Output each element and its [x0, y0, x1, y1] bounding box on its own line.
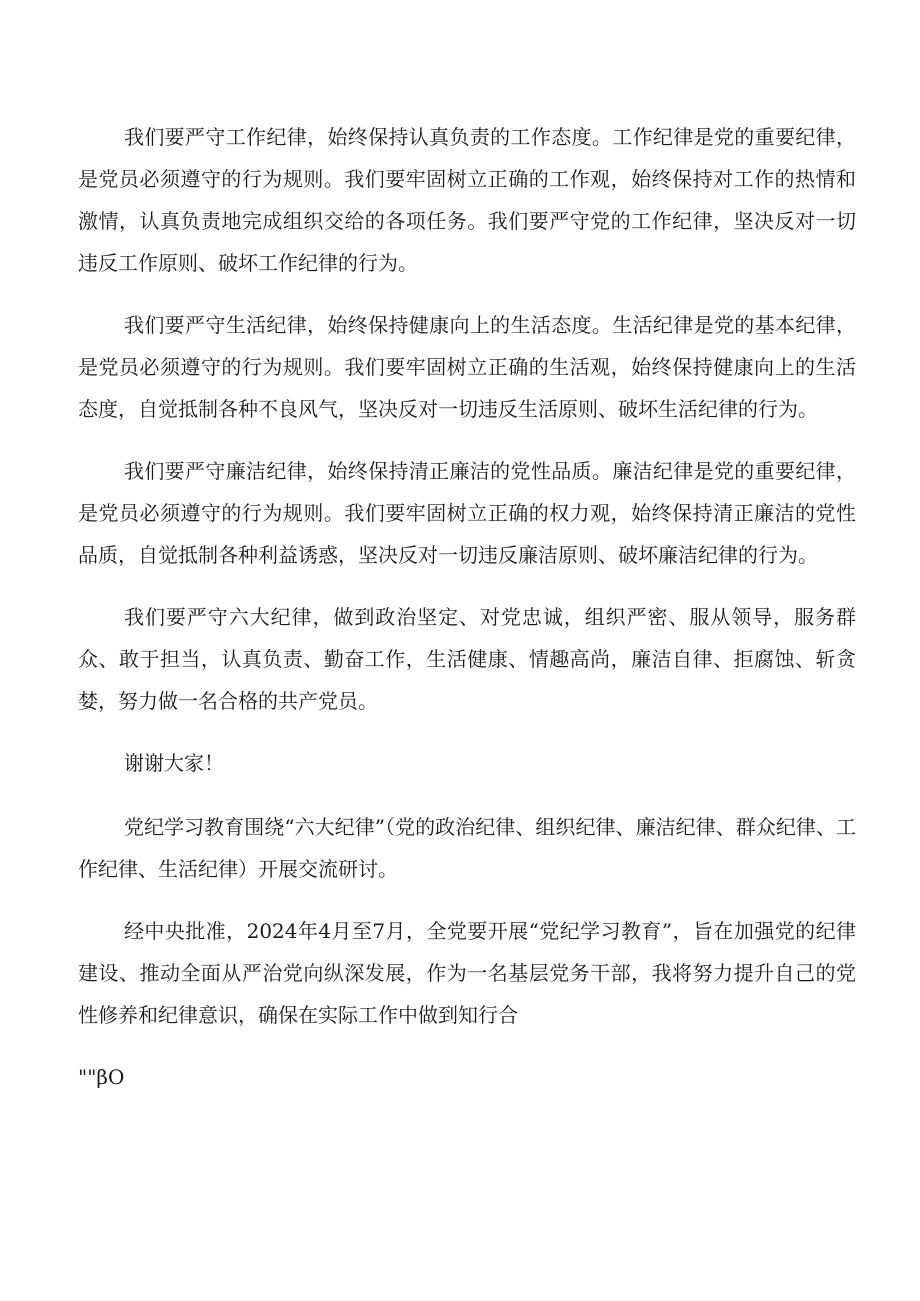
paragraph-study-topic: 党纪学习教育围绕“六大纪律”（党的政治纪律、组织纪律、廉洁纪律、群众纪律、工作纪律、生活纪律）开展交流研讨。	[78, 815, 856, 881]
garbled-tail-text: ""βO	[78, 1065, 125, 1089]
paragraph-central-approval: 经中央批准，2024年4月至7月，全党要开展“党纪学习教育”，旨在加强党的纪律建设、推动全面从严治党向纵深发展，作为一名基层党务干部，我将努力提升自己的党性修养和纪律意识，确保在实际工作中做到知行合	[78, 919, 856, 1027]
paragraph-thanks: 谢谢大家！	[124, 751, 224, 775]
paragraph-six-disciplines: 我们要严守六大纪律，做到政治坚定、对党忠诚，组织严密、服从领导，服务群众、敢于担当，认真负责、勤奋工作，生活健康、情趣高尚，廉洁自律、拒腐蚀、斩贪婪，努力做一名合格的共产党员。	[78, 605, 856, 713]
paragraph-integrity-discipline: 我们要严守廉洁纪律，始终保持清正廉洁的党性品质。廉洁纪律是党的重要纪律，是党员必须遵守的行为规则。我们要牢固树立正确的权力观，始终保持清正廉洁的党性品质，自觉抵制各种利益诱惑，坚决反对一切违反廉洁原则、破坏廉洁纪律的行为。	[78, 459, 856, 567]
paragraph-life-discipline: 我们要严守生活纪律，始终保持健康向上的生活态度。生活纪律是党的基本纪律，是党员必须遵守的行为规则。我们要牢固树立正确的生活观，始终保持健康向上的生活态度，自觉抵制各种不良风气，坚决反对一切违反生活原则、破坏生活纪律的行为。	[78, 313, 856, 421]
paragraph-work-discipline: 我们要严守工作纪律，始终保持认真负责的工作态度。工作纪律是党的重要纪律，是党员必须遵守的行为规则。我们要牢固树立正确的工作观，始终保持对工作的热情和激情，认真负责地完成组织交给的各项任务。我们要严守党的工作纪律，坚决反对一切违反工作原则、破坏工作纪律的行为。	[78, 125, 856, 275]
